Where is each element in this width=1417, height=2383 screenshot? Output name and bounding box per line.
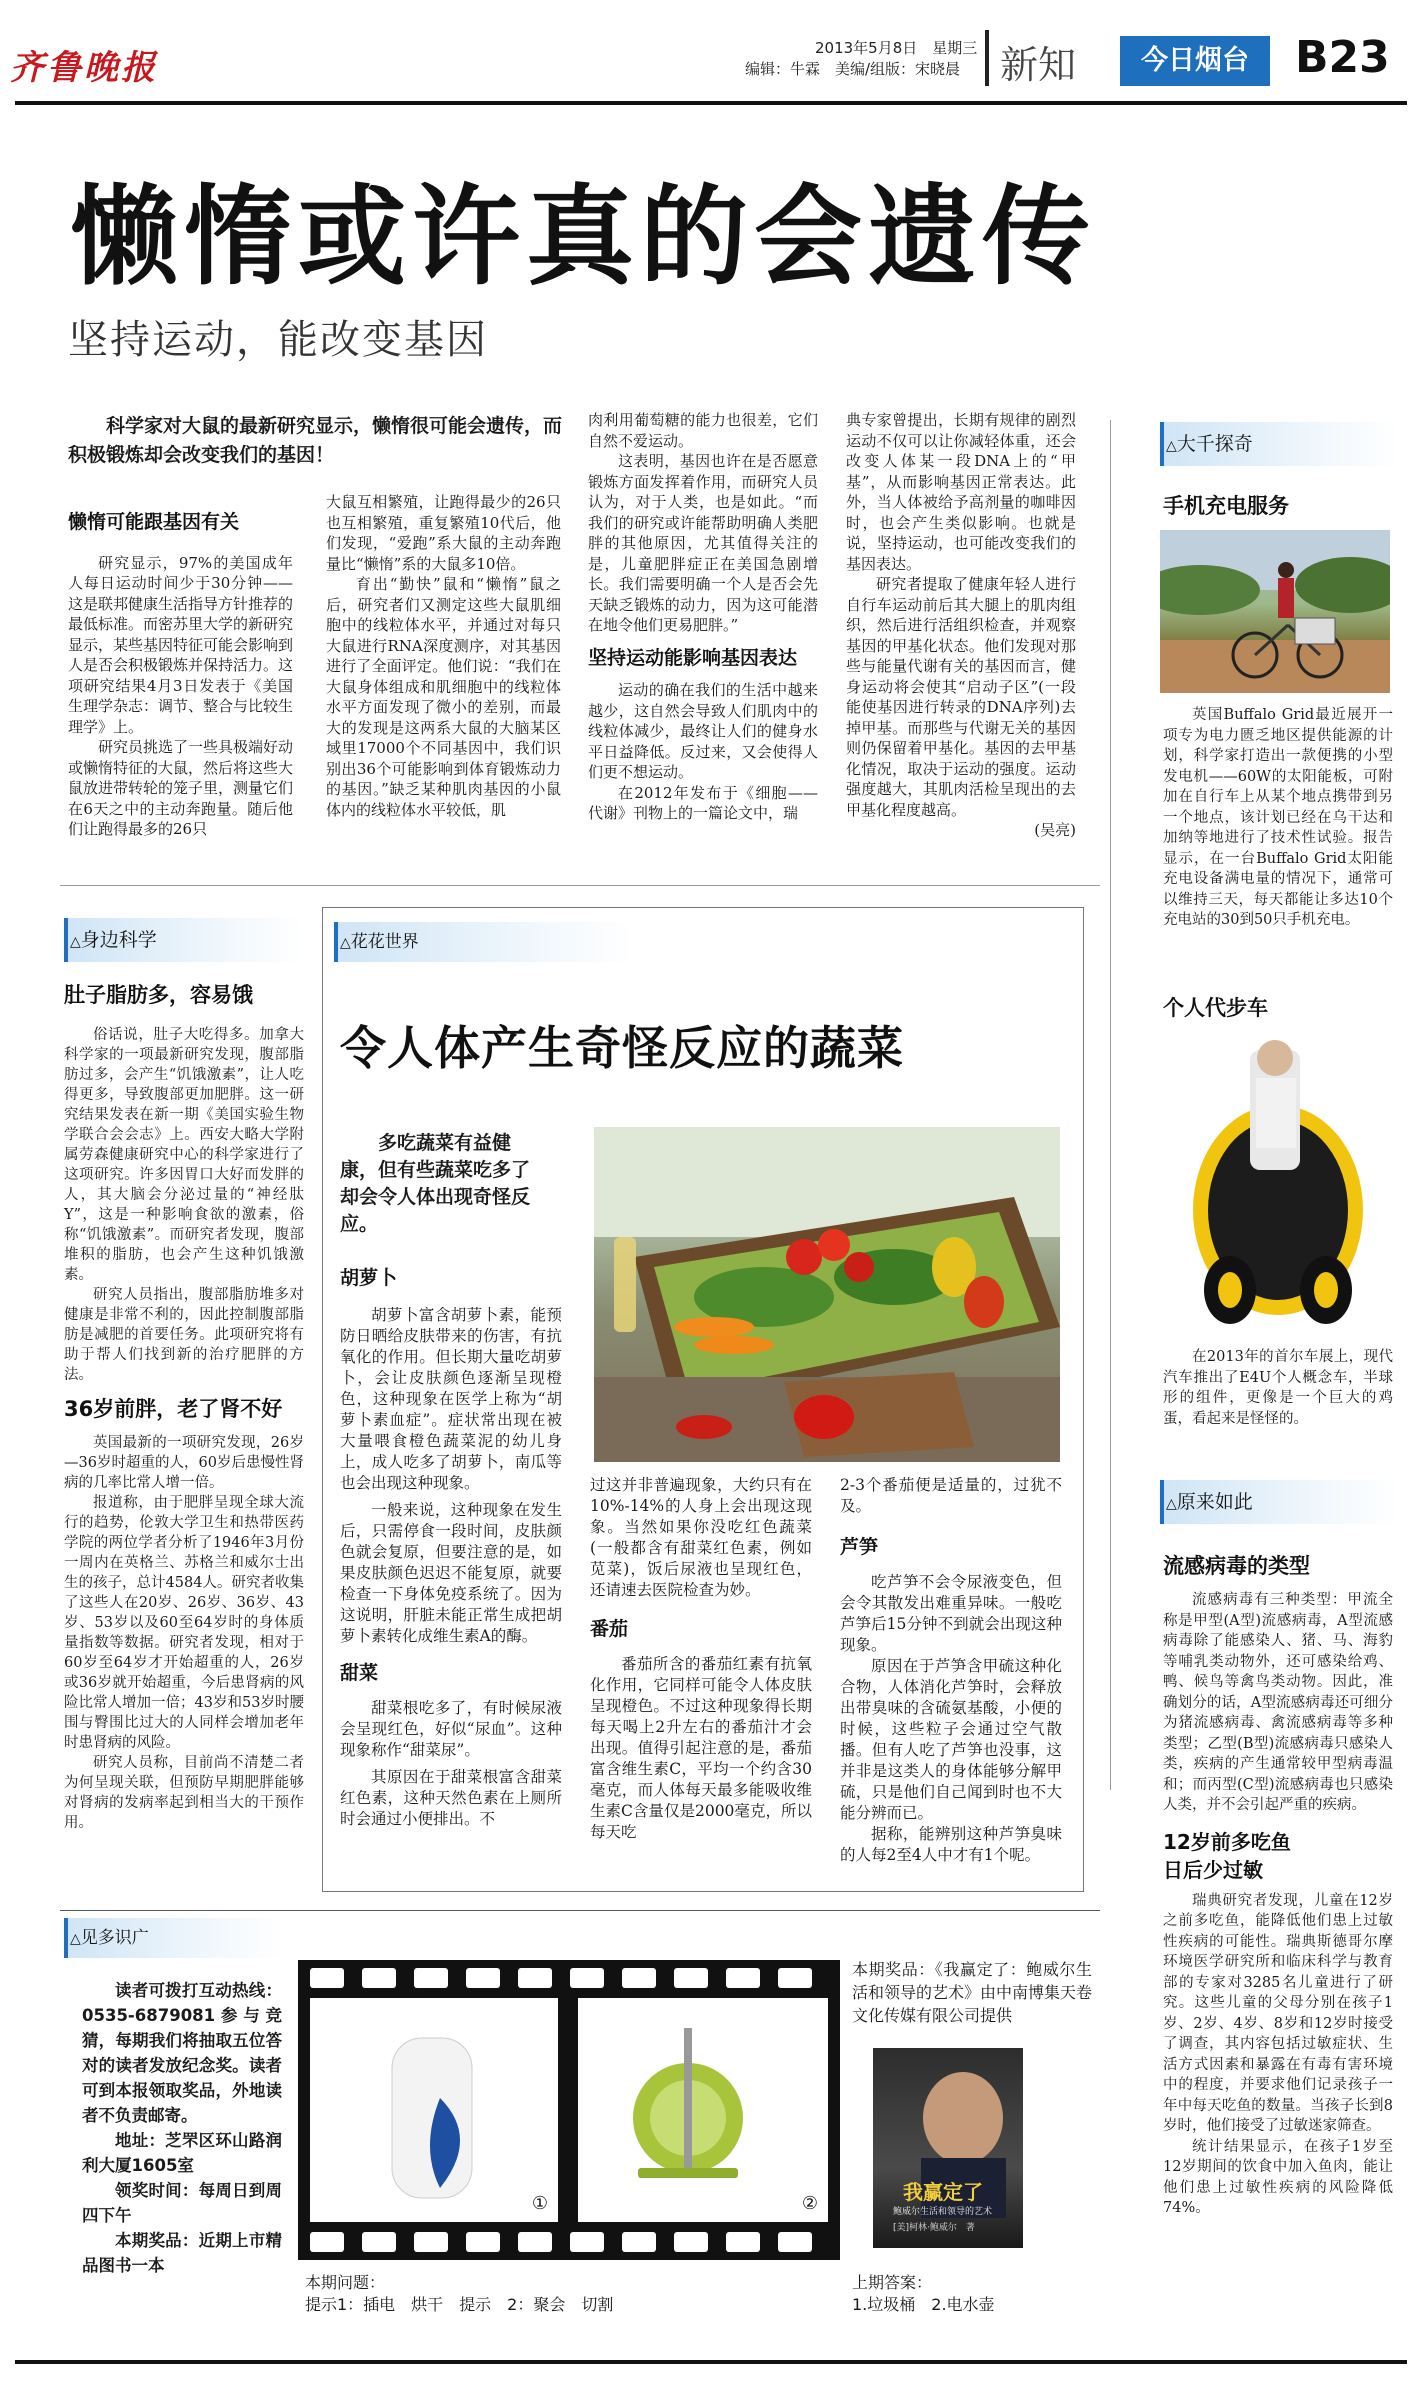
issue-date: 2013年5月8日 星期三 bbox=[815, 39, 978, 57]
center-paragraph: 番茄所含的番茄红素有抗氧化作用，它同样可能令人体皮肤呈现橙色。不过这种现象得长期每天喝上2升左右的番茄汁才会出现。值得引起注意的是，番茄富含维生素C，平均一个约含30毫克，而人体每天最多能吸收维生素C含量仅是2000毫克，所以每天吃 bbox=[590, 1655, 812, 1841]
left-paragraph: 研究人员称，目前尚不清楚二者为何呈现关联，但预防早期肥胖能够对肾病的发病率起到相当大的干预作用。 bbox=[64, 1755, 304, 1831]
egg-vehicle-photo bbox=[1170, 1030, 1385, 1335]
film-hole bbox=[570, 1968, 604, 1988]
vegetable-illustration bbox=[594, 1127, 1060, 1462]
film-hole bbox=[414, 1968, 448, 1988]
left-section-tag bbox=[64, 918, 304, 962]
left-paragraph: 报道称，由于肥胖呈现全球大流行的趋势，伦敦大学卫生和热带医药学院的两位学者分析了1946年3月份一周内在英格兰、苏格兰和威尔士出生的孩子，总计4584人。研究者收集了这些人在20岁、26岁、36岁、43岁、53岁以及60至64岁时的身体质量指数等数据。研究者发现，相对于60岁至64岁才开始超重的人，26岁或36岁就开始超重，今后患肾病的风险比常人增加一倍；43岁和53岁时腰围与臀围比过大的人同样会增加老年时患肾病的风险。 bbox=[64, 1495, 304, 1751]
center-paragraph: 2-3个番茄便是适量的，过犹不及。 bbox=[840, 1476, 1062, 1515]
article-paragraph: 研究者提取了健康年轻人进行自行车运动前后其大腿上的肌肉组织，然后进行活组织检查，并观察基因的甲基化状态。他们发现对那些与能量代谢有关的基因而言，健身运动将会使其“启动子区”(一段能使基因进行转录的DNA序列)去掉甲基。而那些与代谢无关的基因则仍保留着甲基化。基因的去甲基化情况，取决于运动的强度。运动强度越大，其肌肉活检呈现出的去甲基化程度越高。 bbox=[846, 575, 1076, 819]
left-paragraph: 研究人员指出，腹部脂肪堆多对健康是非常不利的，因此控制腹部脂肪是减肥的首要任务。此项研究将有助于帮人们找到新的治疗肥胖的方法。 bbox=[64, 1287, 304, 1383]
quiz-info bbox=[82, 1978, 282, 2278]
product-2-illustration bbox=[578, 1998, 828, 2222]
article-paragraph: 在2012年发布于《细胞——代谢》刊物上的一篇论文中，瑞 bbox=[588, 783, 818, 822]
book-info-text: 本期奖品：《我赢定了：鲍威尔生活和领导的艺术》由中南博集天卷文化传媒有限公司提供 bbox=[852, 1960, 1093, 2025]
center-paragraph: 过这并非普遍现象，大约只有在10%-14%的人身上会出现这现象。当然如果你没吃红色蔬菜(一般都含有甜菜红色素，例如苋菜)，饭后尿液也呈现红色，还请速去医院检查为妙。 bbox=[590, 1476, 812, 1599]
right-paragraph: 瑞典研究者发现，儿童在12岁之前多吃鱼，能降低他们患上过敏性疾病的可能性。瑞典斯德哥尔摩环境医学研究所和临床科学与教育部的专家对3285名儿童进行了研究。这些儿童的父母分别在孩子1岁、2岁、4岁、8岁和12岁时接受了调查，其内容包括过敏症状、生活方式因素和暴露在有毒有害环境中的程度，并要求他们记录孩子一年中每天吃鱼的数量。当孩子长到8岁时，他们接受了过敏迷家筛查。 bbox=[1163, 1892, 1393, 2134]
section-rule bbox=[60, 885, 1100, 886]
top-rule bbox=[15, 101, 1407, 105]
film-hole bbox=[310, 1968, 344, 1988]
center-paragraph: 胡萝卜富含胡萝卜素，能预防日晒给皮肤带来的伤害，有抗氧化的作用。但长期大量吃胡萝卜，会让皮肤颜色逐渐呈现橙色，这种现象在医学上称为“胡萝卜素血症”。症状常出现在被大量喂食橙色蔬菜泥的幼儿身上，成人吃多了胡萝卜，南瓜等也会出现这种现象。 bbox=[340, 1306, 562, 1492]
film-hole bbox=[518, 2232, 552, 2252]
center-col-2 bbox=[590, 1475, 812, 1843]
main-headline: 懒惰或许真的会遗传 bbox=[70, 175, 1097, 300]
left-paragraph: 英国最新的一项研究发现，26岁—36岁时超重的人，60岁后患慢性肾病的几率比常人增一倍。 bbox=[64, 1435, 304, 1491]
book-cover-title: 我赢定了 bbox=[903, 2180, 983, 2204]
film-hole bbox=[726, 2232, 760, 2252]
center-col-1 bbox=[340, 1268, 562, 1830]
article-paragraph: 典专家曾提出，长期有规律的剧烈运动不仅可以让你减轻体重，还会改变人体某一段DNA上的“甲基”，从而影响基因正常表达。此外，当人体被给予高剂量的咖啡因时，也会产生类似影响。也就是说，坚持运动，也可能改变我们的基因表达。 bbox=[846, 411, 1076, 573]
article-paragraph: 运动的确在我们的生活中越来越少，这自然会导致人们肌肉中的线粒体减少，最终让人们的健身水平日益降低。反过来，又会使得人们更不想运动。 bbox=[588, 681, 818, 781]
center-paragraph: 吃芦笋不会令尿液变色，但会令其散发出难重异味。一般吃芦笋后15分钟不到就会出现这种现象。 bbox=[840, 1573, 1062, 1654]
triangle-icon: △ bbox=[70, 934, 81, 950]
editors-line: 编辑：牛霖 美编/组版：宋晓晨 bbox=[745, 60, 961, 78]
left-paragraph: 俗话说，肚子大吃得多。加拿大科学家的一项最新研究发现，腹部脂肪过多，会产生“饥饿激素”，让人吃得更多，导致腹部更加肥胖。这一研究结果发表在新一期《美国实验生物学联合会会志》上。西安大略大学附属劳森健康研究中心的科学家进行了这项研究。许多因胃口大好而发胖的人，其大脑会分泌过量的“神经肽Y”，这是一种影响食欲的激素，俗称“饥饿激素”。而研究者发现，腹部堆积的脂肪，也会产生这种饥饿激素。 bbox=[64, 1027, 304, 1283]
film-hole bbox=[674, 2232, 708, 2252]
triangle-icon: △ bbox=[70, 1931, 81, 1947]
article-col-3 bbox=[588, 410, 818, 824]
bicycle-photo bbox=[1160, 530, 1390, 693]
header-meta bbox=[745, 38, 977, 80]
left-headline-2: 36岁前胖，老了肾不好 bbox=[64, 1397, 283, 1421]
film-strip bbox=[298, 1960, 840, 2260]
frame-number-2: ② bbox=[801, 2193, 818, 2214]
book-cover-illustration bbox=[873, 2048, 1023, 2248]
right-paragraph-charging bbox=[1163, 705, 1393, 931]
header-divider bbox=[985, 30, 989, 86]
quiz-tag-label: 见多识广 bbox=[80, 1928, 149, 1948]
film-hole bbox=[414, 2232, 448, 2252]
center-paragraph: 据称，能辨别这种芦笋臭味的人每2至4人中才有1个呢。 bbox=[840, 1825, 1062, 1864]
book-info bbox=[852, 1958, 1092, 2027]
article-paragraph: 育出“勤快”鼠和“懒惰”鼠之后，研究者们又测定这些大鼠肌细胞中的线粒体水平，并通过对每只大鼠进行RNA深度测序，对其基因进行了全面评定。他们说：“我们在大鼠身体组成和肌细胞中的线粒体水平方面发现了微小的差别，而最大的发现是这两系大鼠的大脑某区域里17000个不同基因中，我们识别出36个可能影响到体育锻炼动力的基因。”缺乏某种肌肉基因的小鼠体内的线粒体水平较低，肌 bbox=[326, 575, 561, 819]
article-lead: 科学家对大鼠的最新研究显示，懒惰很可能会遗传，而积极锻炼却会改变我们的基因！ bbox=[68, 415, 563, 466]
article-subhead-1: 懒惰可能跟基因有关 bbox=[68, 511, 240, 533]
left-tag-label: 身边科学 bbox=[80, 929, 157, 951]
right-headline-fish: 12岁前多吃鱼 bbox=[1163, 1829, 1291, 1854]
right-column-lower bbox=[1163, 1590, 1393, 2219]
product-1-illustration bbox=[310, 1998, 558, 2222]
left-headline-1: 肚子脂肪多，容易饿 bbox=[64, 983, 253, 1007]
right-headline-vehicle: 个人代步车 bbox=[1163, 996, 1268, 1020]
right-paragraph: 统计结果显示，在孩子1岁至12岁期间的饮食中加入鱼肉，能让他们患上过敏性疾病的风险降低74%。 bbox=[1163, 2138, 1393, 2216]
vegetable-photo bbox=[594, 1127, 1060, 1462]
main-subheadline: 坚持运动，能改变基因 bbox=[68, 317, 488, 363]
right-headline-fish-2: 日后少过敏 bbox=[1163, 1858, 1263, 1882]
film-hole bbox=[466, 1968, 500, 1988]
book-cover bbox=[873, 2048, 1023, 2248]
article-subhead-2: 坚持运动能影响基因表达 bbox=[588, 646, 798, 669]
film-hole bbox=[778, 1968, 812, 1988]
article-paragraph: 大鼠互相繁殖，让跑得最少的26只也互相繁殖，重复繁殖10代后，他们发现，“爱跑”系大鼠的主动奔跑量比“懒惰”系的大鼠多10倍。 bbox=[326, 493, 561, 573]
right-paragraph: 英国Buffalo Grid最近展开一项专为电力匮乏地区提供能源的计划，科学家打造出一款便携的小型发电机——60W的太阳能板，可附加在自行车上从某个地点携带到另一个地点，该计划已经在乌干达和加纳等地进行了技术性试验。报告显示，在一台Buffalo Grid太阳能充电设备满电量的情况下，通常可以维持三天，每天都能让多达10个充电站的30到50只手机充电。 bbox=[1163, 707, 1393, 928]
bottom-rule bbox=[15, 2360, 1407, 2364]
center-subhead-asparagus: 芦笋 bbox=[840, 1536, 879, 1558]
film-hole bbox=[310, 2232, 344, 2252]
frame-number-1: ① bbox=[531, 2193, 548, 2214]
right-tag-label-2: 原来如此 bbox=[1176, 1491, 1253, 1513]
center-tag-label: 花花世界 bbox=[350, 932, 419, 952]
film-hole bbox=[362, 1968, 396, 1988]
right-tag-label-1: 大千探奇 bbox=[1176, 433, 1253, 455]
triangle-icon: △ bbox=[1166, 1496, 1177, 1512]
quiz-text: 读者可拨打互动热线：0535-6879081参与竞猜，每期我们将抽取五位答对的读者发放纪念奖。读者可到本报领取奖品，外地读者不负责邮寄。 bbox=[82, 1981, 282, 2125]
center-paragraph: 一般来说，这种现象在发生后，只需停食一段时间，皮肤颜色就会复原，但要注意的是，如果皮肤颜色迟迟不能复原，就要检查一下身体免疫系统了。因为这说明，肝脏未能正常生成把胡萝卜素转化成维生素A的酶。 bbox=[340, 1501, 562, 1645]
quiz-question bbox=[305, 2272, 613, 2316]
film-hole bbox=[622, 1968, 656, 1988]
center-paragraph: 原因在于芦笋含甲硫这种化合物，人体消化芦笋时，会释放出带臭味的含硫氨基酸，小便的时候，这些粒子会通过空气散播。但有人吃了芦笋也没事，这并非是这类人的身体能够分解甲硫，只是他们自己闻到时也不大能分辨而已。 bbox=[840, 1657, 1062, 1822]
book-cover-author: [美]柯林·鲍威尔 著 bbox=[893, 2223, 975, 2233]
question-text: 提示1：插电 烘干 提示 2：聚会 切割 bbox=[305, 2295, 614, 2314]
quiz-address: 地址：芝罘区环山路润利大厦1605室 bbox=[82, 2131, 282, 2175]
quiz-section-tag bbox=[64, 1918, 284, 1958]
last-answer bbox=[852, 2272, 995, 2316]
article-paragraph: 肉利用葡萄糖的能力也很差，它们自然不爱运动。 bbox=[588, 411, 818, 450]
film-hole bbox=[518, 1968, 552, 1988]
page-number: B23 bbox=[1295, 32, 1390, 83]
article-paragraph: 这表明，基因也许在是否愿意锻炼方面发挥着作用，而研究人员认为，对于人类，也是如此。“而我们的研究或许能帮助明确人类肥胖的其他原因，尤其值得关注的是，儿童肥胖症正在美国急剧增长。我们需要明确一个人是否会先天缺乏锻炼的动力，因为这可能潜在地令他们更易肥胖。” bbox=[588, 452, 818, 634]
right-section-tag-2 bbox=[1160, 1480, 1400, 1524]
egg-vehicle-illustration bbox=[1170, 1030, 1385, 1335]
right-section-tag-1 bbox=[1160, 422, 1400, 466]
center-paragraph: 其原因在于甜菜根富含甜菜红色素，这种天然色素在上厕所时会通过小便排出。不 bbox=[340, 1768, 562, 1828]
right-paragraph: 在2013年的首尔车展上，现代汽车推出了E4U个人概念车，半球形的组件，更像是一个巨大的鸡蛋，看起来是怪怪的。 bbox=[1163, 1349, 1393, 1427]
left-column bbox=[64, 985, 304, 1833]
center-subhead-tomato: 番茄 bbox=[590, 1618, 629, 1640]
center-section-tag bbox=[334, 922, 634, 962]
center-subhead-beet: 甜菜 bbox=[340, 1662, 379, 1684]
triangle-icon: △ bbox=[340, 935, 351, 951]
right-paragraph-vehicle bbox=[1163, 1347, 1393, 1429]
center-col-3 bbox=[840, 1475, 1062, 1866]
article-paragraph: 研究显示，97%的美国成年人每日运动时间少于30分钟——这是联邦健康生活指导方针推荐的最低标准。而密苏里大学的新研究显示，某些基因特征可能会影响到人是否会积极锻炼并保持活力。这项研究结果4月3日发表于《美国生理学杂志：调节、整合与比较生理学》上。 bbox=[68, 553, 294, 736]
film-hole bbox=[362, 2232, 396, 2252]
film-frame-1 bbox=[310, 1998, 558, 2222]
last-answer-label: 上期答案： bbox=[852, 2273, 933, 2292]
quiz-rule bbox=[60, 1910, 1100, 1911]
film-frame-2 bbox=[578, 1998, 828, 2222]
film-hole bbox=[466, 2232, 500, 2252]
right-headline-flu: 流感病毒的类型 bbox=[1163, 1554, 1310, 1578]
film-hole bbox=[674, 1968, 708, 1988]
film-hole bbox=[622, 2232, 656, 2252]
article-col-2 bbox=[326, 492, 561, 820]
center-subhead-carrot: 胡萝卜 bbox=[340, 1267, 398, 1289]
newspaper-logo: 齐鲁晚报 bbox=[10, 48, 158, 88]
article-paragraph: 研究员挑选了一些具极端好动或懒惰特征的大鼠，然后将这些大鼠放进带转轮的笼子里，测量它们在6天之中的主动奔跑量。随后他们让跑得最多的26只 bbox=[68, 738, 294, 838]
film-hole bbox=[726, 1968, 760, 1988]
section-badge: 今日烟台 bbox=[1120, 36, 1270, 86]
quiz-prize: 本期奖品：近期上市精品图书一本 bbox=[82, 2231, 282, 2275]
last-answer-text: 1.垃圾桶 2.电水壶 bbox=[852, 2295, 995, 2314]
article-col-4 bbox=[846, 410, 1076, 841]
triangle-icon: △ bbox=[1166, 438, 1177, 454]
film-hole bbox=[570, 2232, 604, 2252]
article-byline: (吴亮) bbox=[1034, 821, 1076, 839]
article-col-1 bbox=[68, 512, 293, 840]
book-cover-subtitle: 鲍威尔生活和领导的艺术 bbox=[893, 2207, 993, 2217]
film-hole bbox=[778, 2232, 812, 2252]
question-label: 本期问题： bbox=[305, 2273, 386, 2292]
center-headline: 令人体产生奇怪反应的蔬菜 bbox=[340, 1021, 904, 1075]
center-paragraph: 甜菜根吃多了，有时候尿液会呈现红色，好似“尿血”。这种现象称作“甜菜尿”。 bbox=[340, 1699, 562, 1759]
center-lead: 多吃蔬菜有益健康，但有些蔬菜吃多了却会令人体出现奇怪反应。 bbox=[340, 1132, 531, 1235]
quiz-time: 领奖时间：每周日到周四下午 bbox=[82, 2181, 282, 2225]
column-rule bbox=[1110, 420, 1111, 1790]
right-headline-charging: 手机充电服务 bbox=[1163, 494, 1289, 518]
right-paragraph: 流感病毒有三种类型：甲流全称是甲型(A型)流感病毒，A型流感病毒除了能感染人、猪、马、海豹等哺乳类动物外，还可感染给鸡、鸭、候鸟等禽鸟类动物。因此，准确划分的话，A型流感病毒还可细分为猪流感病毒、禽流感病毒等多种类型；乙型(B型)流感病毒只感染人类，疾病的产生通常较甲型病毒温和；而丙型(C型)流感病毒也只感染人类，并不会引起严重的疾病。 bbox=[1163, 1592, 1393, 1813]
bicycle-illustration bbox=[1160, 530, 1390, 693]
section-name: 新知 bbox=[1000, 43, 1077, 87]
